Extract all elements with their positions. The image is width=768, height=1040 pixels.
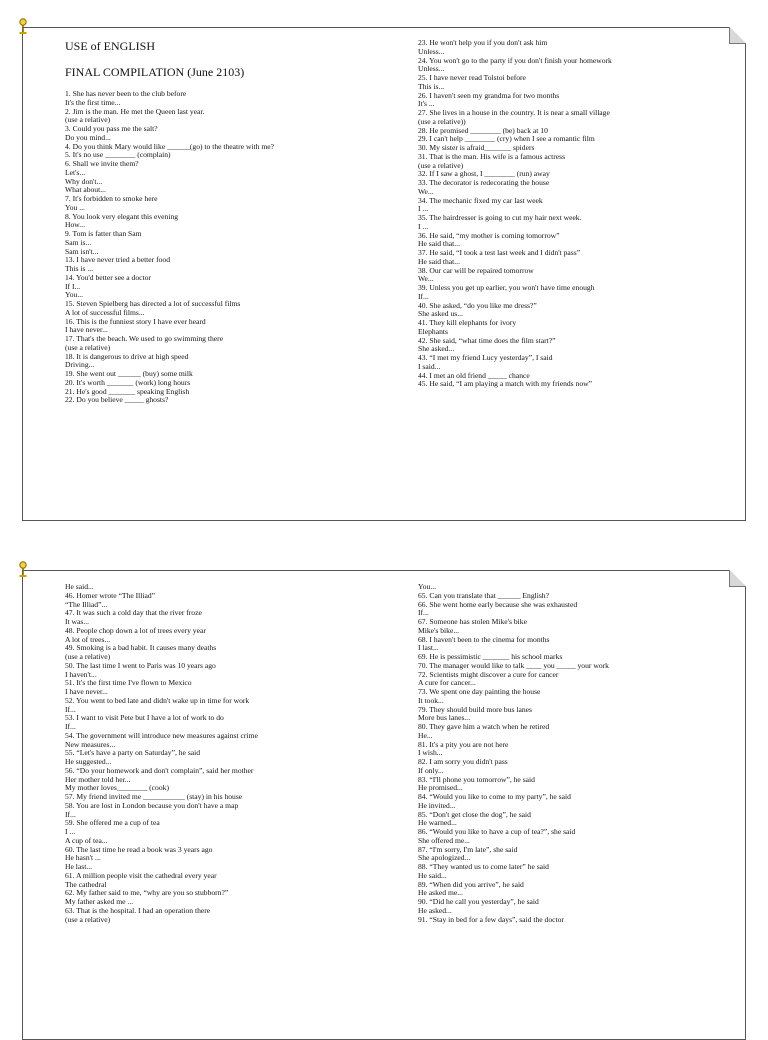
exercise-line: 59. She offered me a cup of tea xyxy=(65,818,160,828)
exercise-column-left xyxy=(65,583,395,924)
exercise-line: 43. “I met my friend Lucy yesterday”, I said xyxy=(418,353,553,362)
exercise-line: If... xyxy=(65,809,76,819)
exercise-line: Unless... xyxy=(418,46,445,56)
exercise-line: 82. I am sorry you didn't pass xyxy=(418,757,508,766)
exercise-line: If I... xyxy=(65,281,81,291)
exercise-line: It's ... xyxy=(418,99,435,109)
exercise-line: Sam is... xyxy=(65,237,92,247)
exercise-line: (use a relative) xyxy=(65,342,111,352)
exercise-line: It was... xyxy=(65,617,90,626)
exercise-line: 55. “Let's have a party on Saturday”, he said xyxy=(65,748,201,758)
exercise-line: 56. “Do your homework and don't complain”, said her mother xyxy=(65,765,254,775)
exercise-line: 79. They should build more bus lanes xyxy=(418,704,532,714)
exercise-line: 9. Tom is fatter than Sam xyxy=(65,229,142,238)
exercise-line: I haven't... xyxy=(65,669,97,679)
exercise-line: 35. The hairdresser is going to cut my hair next week. xyxy=(418,213,582,222)
exercise-line: He said that... xyxy=(418,256,460,266)
exercise-line: 40. She asked, “do you like me dress?” xyxy=(418,300,537,310)
exercise-line: 89. “When did you arrive”, he said xyxy=(418,879,524,889)
exercise-line: A lot of trees... xyxy=(65,634,111,644)
exercise-line: He warned... xyxy=(418,818,457,828)
exercise-line: 3. Could you pass me the salt? xyxy=(65,124,158,133)
exercise-line: The cathedral xyxy=(65,879,107,889)
exercise-line: I ... xyxy=(418,221,429,231)
document-subtitle: FINAL COMPILATION (June 2103) xyxy=(65,65,245,79)
exercise-line: 68. I haven't been to the cinema for months xyxy=(418,634,550,644)
exercise-line: He hasn't ... xyxy=(65,853,101,863)
exercise-line: (use a relative) xyxy=(418,160,464,170)
exercise-line: Sam isn't... xyxy=(65,246,99,256)
exercise-line: I have never... xyxy=(65,325,108,335)
exercise-line: What about... xyxy=(65,185,106,195)
exercise-column-right xyxy=(418,583,743,924)
exercise-line: I last... xyxy=(418,643,439,653)
exercise-line: 21. He's good _______ speaking English xyxy=(65,386,190,396)
exercise-line: We... xyxy=(418,186,434,196)
exercise-line: 2. Jim is the man. He met the Queen last year. xyxy=(65,106,205,116)
exercise-line: He last... xyxy=(65,862,92,871)
exercise-line: 65. Can you translate that ______ English? xyxy=(418,590,549,600)
exercise-line: New measures... xyxy=(65,739,116,749)
exercise-line: 87. “I'm sorry, I'm late”, she said xyxy=(418,844,518,854)
document-page-2 xyxy=(22,570,746,1040)
document-title: USE of ENGLISH xyxy=(65,39,155,53)
document-page-1 xyxy=(22,27,746,521)
exercise-line: Do you mind... xyxy=(65,132,111,142)
exercise-line: Why don't... xyxy=(65,176,103,186)
exercise-line: If... xyxy=(65,704,76,714)
exercise-line: If only... xyxy=(418,765,444,775)
exercise-line: He said that... xyxy=(418,239,460,249)
exercise-line: If... xyxy=(418,291,429,301)
exercise-line: 38. Our car will be repaired tomorrow xyxy=(418,265,534,275)
exercise-line: A cure for cancer... xyxy=(418,678,476,688)
exercise-line: This is... xyxy=(418,81,445,91)
exercise-line: 83. “I'll phone you tomorrow”, he said xyxy=(418,774,535,784)
exercise-line: (use a relative) xyxy=(65,652,111,661)
exercise-line: 42. She said, “what time does the film start?” xyxy=(418,335,556,345)
exercise-line: 80. They gave him a watch when he retired xyxy=(418,722,550,731)
exercise-line: 53. I want to visit Pete but I have a lot of work to do xyxy=(65,713,224,723)
exercise-line: My mother loves________ (cook) xyxy=(65,783,169,793)
exercise-line: 85. “Don't get close the dog”, he said xyxy=(418,809,531,819)
exercise-line: He promised... xyxy=(418,783,463,793)
exercise-line: (use a relative) xyxy=(65,914,111,924)
exercise-line: Mike's bike... xyxy=(418,625,460,635)
exercise-line: I ... xyxy=(65,827,76,836)
exercise-line: 24. You won't go to the party if you don't finish your homework xyxy=(418,55,612,65)
exercise-line: 45. He said, “I am playing a match with my friends now” xyxy=(418,379,592,389)
exercise-line: 16. This is the funniest story I have ever heard xyxy=(65,316,206,326)
exercise-line: You... xyxy=(65,290,84,300)
exercise-line: “The Illiad”... xyxy=(65,599,108,609)
exercise-line: 61. A million people visit the cathedral every year xyxy=(65,870,217,880)
exercise-line: 72. Scientists might discover a cure for cancer xyxy=(418,669,559,679)
exercise-line: 31. That is the man. His wife is a famous actress xyxy=(418,151,566,161)
exercise-line: 8. You look very elegant this evening xyxy=(65,211,179,221)
exercise-line: 36. He said, “my mother is coming tomorrow” xyxy=(418,230,560,240)
exercise-line: She apologized... xyxy=(418,853,471,863)
exercise-line: 1. She has never been to the club before xyxy=(65,89,187,98)
exercise-line: She asked... xyxy=(418,344,455,354)
exercise-line: It's the first time... xyxy=(65,97,121,107)
pushpin-icon xyxy=(17,561,29,583)
exercise-line: 69. He is pessimistic _______ his school marks xyxy=(418,652,563,661)
exercise-line: 23. He won't help you if you don't ask him xyxy=(418,38,548,47)
exercise-column-left xyxy=(65,90,395,405)
exercise-line: 51. It's the first time I've flown to Mexico xyxy=(65,678,192,688)
exercise-line: 58. You are lost in London because you don't have a map xyxy=(65,800,239,810)
exercise-line: 46. Homer wrote “The Illiad” xyxy=(65,590,156,600)
exercise-line: 15. Steven Spielberg has directed a lot of successful films xyxy=(65,299,241,308)
exercise-line: 33. The decorator is redecorating the house xyxy=(418,178,550,187)
exercise-line: Driving... xyxy=(65,360,95,370)
exercise-line: 29. I can't help ________ (cry) when I see a romantic film xyxy=(418,134,595,144)
exercise-line: 6. Shall we invite them? xyxy=(65,159,139,168)
exercise-line: (use a relative) xyxy=(65,115,111,125)
exercise-line: 32. If I saw a ghost, I ________ (run) away xyxy=(418,169,550,179)
exercise-line: 57. My friend invited me ___________ (stay) in his house xyxy=(65,792,243,801)
exercise-line: 20. It's worth _______ (work) long hours xyxy=(65,377,191,387)
exercise-line: 47. It was such a cold day that the river froze xyxy=(65,608,202,618)
exercise-line: You... xyxy=(418,582,437,591)
exercise-line: 50. The last time I went to Paris was 10 years ago xyxy=(65,660,216,670)
exercise-line: 90. “Did he call you yesterday”, he said xyxy=(418,897,539,906)
exercise-line: Elephants xyxy=(418,326,448,336)
exercise-line: It took... xyxy=(418,695,444,705)
exercise-line: 37. He said, “I took a test last week and I didn't pass” xyxy=(418,248,581,257)
exercise-line: 4. Do you think Mary would like ______(go) to the theatre with me? xyxy=(65,141,274,151)
exercise-line: You ... xyxy=(65,202,85,212)
exercise-line: 39. Unless you get up earlier, you won't have time enough xyxy=(418,283,595,292)
exercise-line: 18. It is dangerous to drive at high speed xyxy=(65,351,189,361)
exercise-line: 22. Do you believe _____ ghosts? xyxy=(65,395,169,405)
exercise-line: He said... xyxy=(65,582,94,591)
exercise-line: 63. That is the hospital. I had an operation there xyxy=(65,905,211,915)
exercise-line: He asked me... xyxy=(418,888,463,898)
exercise-line: He invited... xyxy=(418,800,456,810)
exercise-line: I have never... xyxy=(65,687,108,696)
exercise-line: 86. “Would you like to have a cup of tea?”, she said xyxy=(418,827,576,836)
exercise-line: Let's... xyxy=(65,167,86,177)
exercise-line: 34. The mechanic fixed my car last week xyxy=(418,195,543,205)
exercise-line: More bus lanes... xyxy=(418,713,471,723)
exercise-column-right xyxy=(418,39,743,389)
exercise-line: 81. It's a pity you are not here xyxy=(418,739,509,749)
exercise-line: He suggested... xyxy=(65,757,112,766)
exercise-line: My father asked me ... xyxy=(65,897,134,906)
exercise-line: Her mother told her... xyxy=(65,774,131,784)
exercise-line: A lot of successful films... xyxy=(65,307,145,317)
exercise-line: (use a relative)) xyxy=(418,116,466,126)
exercise-line: 48. People chop down a lot of trees every year xyxy=(65,625,206,635)
exercise-line: If... xyxy=(418,608,429,618)
exercise-line: 26. I haven't seen my grandma for two months xyxy=(418,90,560,100)
exercise-line: 91. “Stay in bed for a few days”, said the doctor xyxy=(418,914,564,924)
exercise-line: 62. My father said to me, “why are you so stubborn?” xyxy=(65,888,229,898)
exercise-line: 67. Someone has stolen Mike's bike xyxy=(418,617,527,626)
exercise-line: 7. It's forbidden to smoke here xyxy=(65,194,158,203)
exercise-line: 41. They kill elephants for ivory xyxy=(418,318,517,327)
exercise-line: 17. That's the beach. We used to go swimming there xyxy=(65,334,224,343)
exercise-line: 66. She went home early because she was exhausted xyxy=(418,599,578,609)
exercise-line: He asked... xyxy=(418,905,452,915)
exercise-line: 19. She went out ______ (buy) some milk xyxy=(65,369,193,378)
exercise-line: 73. We spent one day painting the house xyxy=(418,687,541,696)
exercise-line: 54. The government will introduce new measures against crime xyxy=(65,730,258,740)
exercise-line: 27. She lives in a house in the country. It is near a small village xyxy=(418,108,610,117)
exercise-line: She asked us... xyxy=(418,309,463,319)
exercise-line: Unless... xyxy=(418,64,445,74)
exercise-line: 60. The last time he read a book was 3 years ago xyxy=(65,844,213,854)
exercise-line: I wish... xyxy=(418,748,443,758)
exercise-line: 52. You went to bed late and didn't wake up in time for work xyxy=(65,695,250,705)
exercise-line: This is ... xyxy=(65,264,94,273)
exercise-line: We... xyxy=(418,274,434,284)
exercise-line: I ... xyxy=(418,204,429,214)
pushpin-icon xyxy=(17,18,29,40)
exercise-line: 88. “They wanted us to come later” he said xyxy=(418,862,549,871)
exercise-line: 30. My sister is afraid_______ spiders xyxy=(418,143,535,152)
exercise-line: How... xyxy=(65,220,85,230)
exercise-line: 5. It's no use ________ (complain) xyxy=(65,150,171,160)
exercise-line: 28. He promised ________ (be) back at 10 xyxy=(418,125,548,135)
exercise-line: 44. I met an old friend _____ chance xyxy=(418,370,530,380)
exercise-line: If... xyxy=(65,722,76,731)
exercise-line: 70. The manager would like to talk ____ you _____ your work xyxy=(418,660,609,670)
exercise-line: A cup of tea... xyxy=(65,835,108,845)
exercise-line: 25. I have never read Tolstoi before xyxy=(418,73,526,82)
exercise-line: 84. “Would you like to come to my party”, he said xyxy=(418,792,571,801)
exercise-line: He said... xyxy=(418,870,447,880)
exercise-line: I said... xyxy=(418,361,441,371)
exercise-line: 14. You'd better see a doctor xyxy=(65,272,151,282)
exercise-line: He... xyxy=(418,730,433,740)
exercise-line: 13. I have never tried a better food xyxy=(65,255,170,265)
exercise-line: She offered me... xyxy=(418,835,470,845)
exercise-line: 49. Smoking is a bad habit. It causes many deaths xyxy=(65,643,217,653)
